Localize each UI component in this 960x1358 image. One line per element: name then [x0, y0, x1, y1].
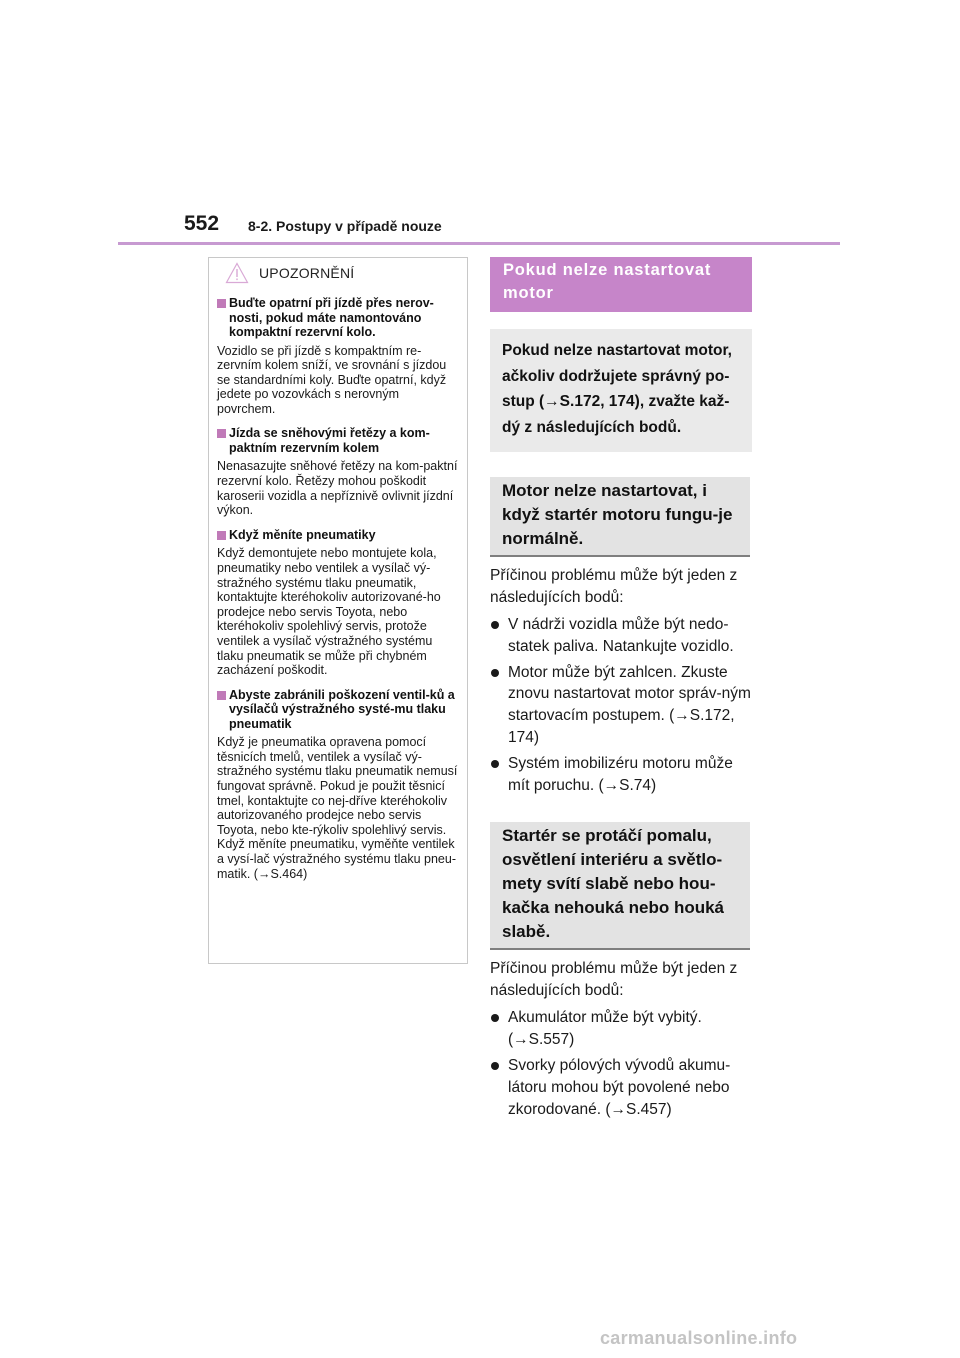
- warning-text: Vozidlo se při jízdě s kompaktním re-zervním kolem sníží, ve srovnání s jízdou se standardními koly. Buďte opatrní, když jedete po vozovkách s nerovným povrchem.: [217, 343, 447, 416]
- bullet-icon: [491, 1062, 499, 1070]
- square-bullet-icon: [217, 691, 226, 700]
- warning-triangle-icon: [225, 262, 249, 284]
- page-number: 552: [184, 212, 220, 235]
- square-bullet-icon: [217, 429, 226, 438]
- list-item: Akumulátor může být vybitý. (→S.557): [490, 1007, 752, 1051]
- list-item: Systém imobilizéru motoru může mít poruchu. (→S.74): [490, 753, 752, 797]
- list-item: Motor může být zahlcen. Zkuste znovu nastartovat motor správ-ným startovacím postupem. (→S.172, 174): [490, 662, 752, 749]
- square-bullet-icon: [217, 531, 226, 540]
- warning-heading: Abyste zabránili poškození ventil-ků a vysílačů výstražného systé-mu tlaku pneumatik: [217, 688, 459, 732]
- warning-header: [209, 258, 467, 290]
- bullet-icon: [491, 621, 499, 629]
- warning-text: Když je pneumatika opravena pomocí těsnicích tmelů, ventilek a vysílač vý-stražného systému tlaku pneumatik nemusí fungovat správně. Pokud je použit těsnicí tmel, kontaktujte co nej-dříve kteréhokoliv autorizovaného prodejce nebo servis Toyota, nebo kte-rýkoliv spolehlivý servis. Když měníte pneumatiku, vyměňte ventilek a vysí-lač výstražného systému tlaku pneu-matik. (→S.464): [217, 735, 458, 881]
- watermark: carmanualsonline.info: [600, 1328, 798, 1348]
- bullet-icon: [491, 669, 499, 677]
- warning-heading: Buďte opatrní při jízdě přes nerov-nosti, pokud máte namontováno kompaktní rezervní kolo.: [217, 296, 459, 340]
- subsection-heading: Startér se protáčí pomalu, osvětlení interiéru a světlo-mety svítí slabě nebo hou-kačka nehouká nebo houká slabě.: [490, 822, 750, 950]
- list-item: V nádrži vozidla může být nedo-statek paliva. Natankujte vozidlo.: [490, 614, 752, 658]
- bullet-list: [490, 614, 752, 796]
- bullet-icon: [491, 760, 499, 768]
- warning-heading: Jízda se sněhovými řetězy a kom-paktním rezervním kolem: [217, 426, 459, 455]
- subsection-intro: Příčinou problému může být jeden z následujících bodů:: [490, 960, 738, 999]
- warning-title: UPOZORNĚNÍ: [259, 265, 355, 281]
- bullet-icon: [491, 1014, 499, 1022]
- warning-body: [209, 290, 467, 881]
- header-rule: [118, 242, 840, 245]
- warning-text: Nenasazujte sněhové řetězy na kom-paktní rezervní kolo. Řetězy mohou poškodit karoserii vozidla a nepříznivě ovlivnit jízdní výkon.: [217, 459, 458, 518]
- section-banner: Pokud nelze nastartovat motor: [490, 257, 752, 312]
- warning-heading: Když měníte pneumatiky: [217, 528, 459, 543]
- square-bullet-icon: [217, 299, 226, 308]
- intro-box: Pokud nelze nastartovat motor, ačkoliv dodržujete správný po-stup (→S.172, 174), zvažte kaž-dý z následujících bodů.: [490, 329, 752, 452]
- warning-text: Když demontujete nebo montujete kola, pneumatiky nebo ventilek a vysílač vý-stražného systému tlaku pneumatik, kontaktujte kteréhokoliv autorizované-ho prodejce nebo servis Toyota, nebo kteréhokoliv spolehlivý servis, protože ventilek a vysílač výstražného systému tlaku pneumatik se může při chybném zacházení poškodit.: [217, 546, 441, 678]
- list-item: Svorky pólových vývodů akumu-látoru mohou být povolené nebo zkorodované. (→S.457): [490, 1055, 752, 1120]
- bullet-list: [490, 1007, 752, 1120]
- section-title: 8-2. Postupy v případě nouze: [248, 218, 442, 234]
- subsection-heading: Motor nelze nastartovat, i když startér motoru fungu-je normálně.: [490, 477, 750, 557]
- subsection-intro: Příčinou problému může být jeden z následujících bodů:: [490, 567, 738, 606]
- main-column: [490, 257, 752, 1124]
- warning-box: [208, 257, 468, 964]
